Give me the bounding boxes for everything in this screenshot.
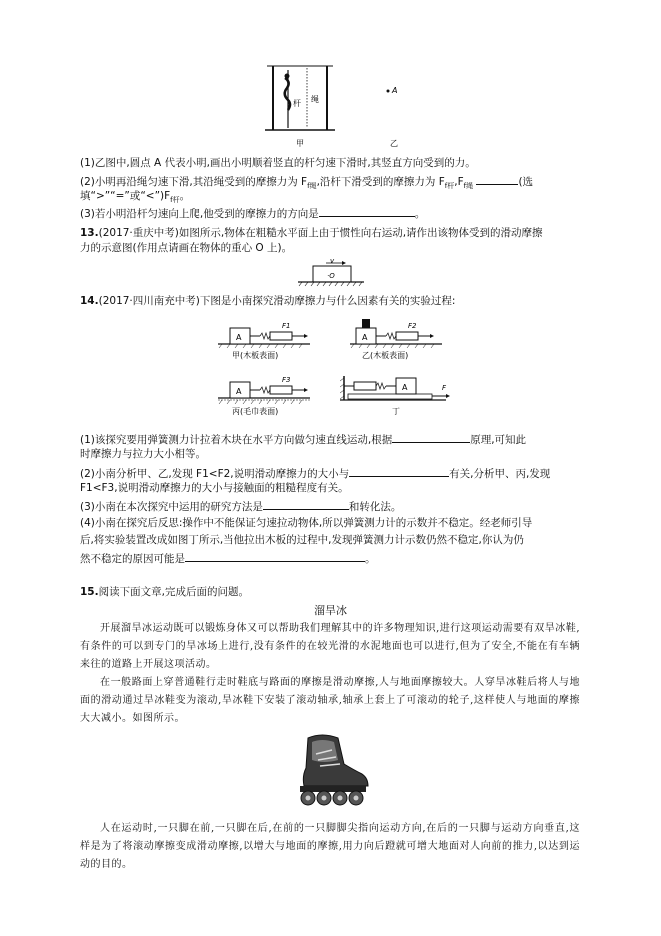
point-a-dot xyxy=(387,90,390,93)
q14-intro: 14.(2017·四川南充中考)下图是小南探究滑动摩擦力与什么因素有关的实验过程: xyxy=(80,295,456,307)
force-f1-jia: F1 xyxy=(282,322,291,330)
q14-part2: (2)小南分析甲、乙,发现 F1<F2,说明滑动摩擦力的大小与 有关,分析甲、丙,发现 xyxy=(80,465,580,481)
article-paragraph-2: 在一般路面上穿普通鞋行走时鞋底与路面的摩擦是滑动摩擦,人与地面摩擦较大。人穿旱冰鞋后将人与地面的滑动通过旱冰鞋变为滚动,旱冰鞋下安装了滚动轴承,轴承上套上了可滚动的轮子,这样使人与地面的摩擦大大减小。如图所示。 xyxy=(80,677,580,724)
force-f3-bing: F3 xyxy=(282,376,291,384)
q14-part1: (1)该探究要用弹簧测力计拉着木块在水平方向做匀速直线运动,根据 原理,可知此 xyxy=(80,431,580,447)
point-a-label: A xyxy=(392,86,398,95)
pole-rope-figure xyxy=(255,62,445,152)
caption-bing: 丙(毛巾表面) xyxy=(232,407,279,416)
q14-part3: (3)小南在本次探究中运用的研究方法是 和转化法。 xyxy=(80,498,580,514)
center-o-label: ·O xyxy=(327,272,335,280)
block-a-yi: A xyxy=(362,333,368,342)
figure-yi-caption: 乙 xyxy=(390,139,398,148)
q12-direction-blank[interactable] xyxy=(319,205,415,217)
q12-part2-line2: 填“>”“=”或“$<”)F_{f杆}$。 xyxy=(80,190,191,205)
q14-part4-line3: 然不稳定的原因可能是 。 xyxy=(80,550,580,566)
caption-ding: 丁 xyxy=(392,407,400,416)
q14-part4-line2: 后,将实验装置改成如图丁所示,当他拉出木板的过程中,发现弹簧测力计示数仍然不稳定,你认为仍 xyxy=(80,534,524,546)
article-title: 溜旱冰 xyxy=(314,604,347,617)
caption-yi: 乙(木板表面) xyxy=(362,351,409,360)
q14-factor-blank[interactable] xyxy=(349,465,449,477)
force-f2-yi: F2 xyxy=(408,322,417,330)
q14-part4-line1: (4)小南在探究后反思:操作中不能保证匀速拉动物体,所以弹簧测力计的示数并不稳定。经老师引导 xyxy=(80,517,533,529)
q14-method-blank[interactable] xyxy=(263,498,349,510)
friction-experiment-figure xyxy=(210,308,460,423)
q12-part1: (1)乙图中,圆点 A 代表小明,画出小明顺着竖直的杆匀速下滑时,其竖直方向受到的力。 xyxy=(80,157,476,169)
caption-jia: 甲(木板表面) xyxy=(232,351,279,360)
q13-line1: 13.(2017·重庆中考)如图所示,物体在粗糙水平面上由于惯性向右运动,请作出该物体受到的滑动摩擦 xyxy=(80,227,543,239)
rope-label: 绳 xyxy=(311,95,319,104)
q14-part1-line2: 时摩擦力与拉力大小相等。 xyxy=(80,448,206,460)
block-a-ding: A xyxy=(402,383,408,392)
q15-intro: 15.阅读下面文章,完成后面的问题。 xyxy=(80,586,249,598)
article-paragraph-3: 人在运动时,一只脚在前,一只脚在后,在前的一只脚脚尖指向运动方向,在后的一只脚与运动方向垂直,这样是为了将滚动摩擦变成滑动摩擦,以增大与地面的摩擦,用力向后蹬就可增大地面对人向前的推力,以达到运动的目的。 xyxy=(80,823,580,870)
velocity-label: v xyxy=(330,258,335,265)
q14-reason-blank[interactable] xyxy=(185,550,365,562)
figure-jia-caption: 甲 xyxy=(296,139,304,148)
block-a-bing: A xyxy=(236,387,242,396)
article-paragraph-1: 开展溜旱冰运动既可以锻炼身体又可以帮助我们理解其中的许多物理知识,进行这项运动需要有双旱冰鞋,有条件的可以到专门的旱冰场上进行,没有条件的在较光滑的水泥地面也可以进行,但为了安全,不能在有车辆来往的道路上开展这项活动。 xyxy=(80,623,580,670)
q13-line2: 力的示意图(作用点请画在物体的重心 O 上)。 xyxy=(80,242,293,254)
q12-part2: (2)小明再沿绳匀速下滑,其沿绳受到的摩擦力为 $F_{f绳}$,沿杆下滑受到的摩擦力为 $F_{f杆},F_{f绳}$ (选 xyxy=(80,173,580,193)
inline-skate-image xyxy=(290,730,375,810)
q12-compare-blank[interactable] xyxy=(476,173,518,185)
q12-part3: (3)若小明沿杆匀速向上爬,他受到的摩擦力的方向是 。 xyxy=(80,205,580,221)
block-a-jia: A xyxy=(236,333,242,342)
q14-part2-line2: F1<F3,说明滑动摩擦力的大小与接触面的粗糙程度有关。 xyxy=(80,482,349,494)
pole-label: 杆 xyxy=(293,99,301,108)
q14-principle-blank[interactable] xyxy=(392,431,470,443)
force-f-ding: F xyxy=(442,384,447,392)
block-on-surface-figure xyxy=(296,258,366,288)
